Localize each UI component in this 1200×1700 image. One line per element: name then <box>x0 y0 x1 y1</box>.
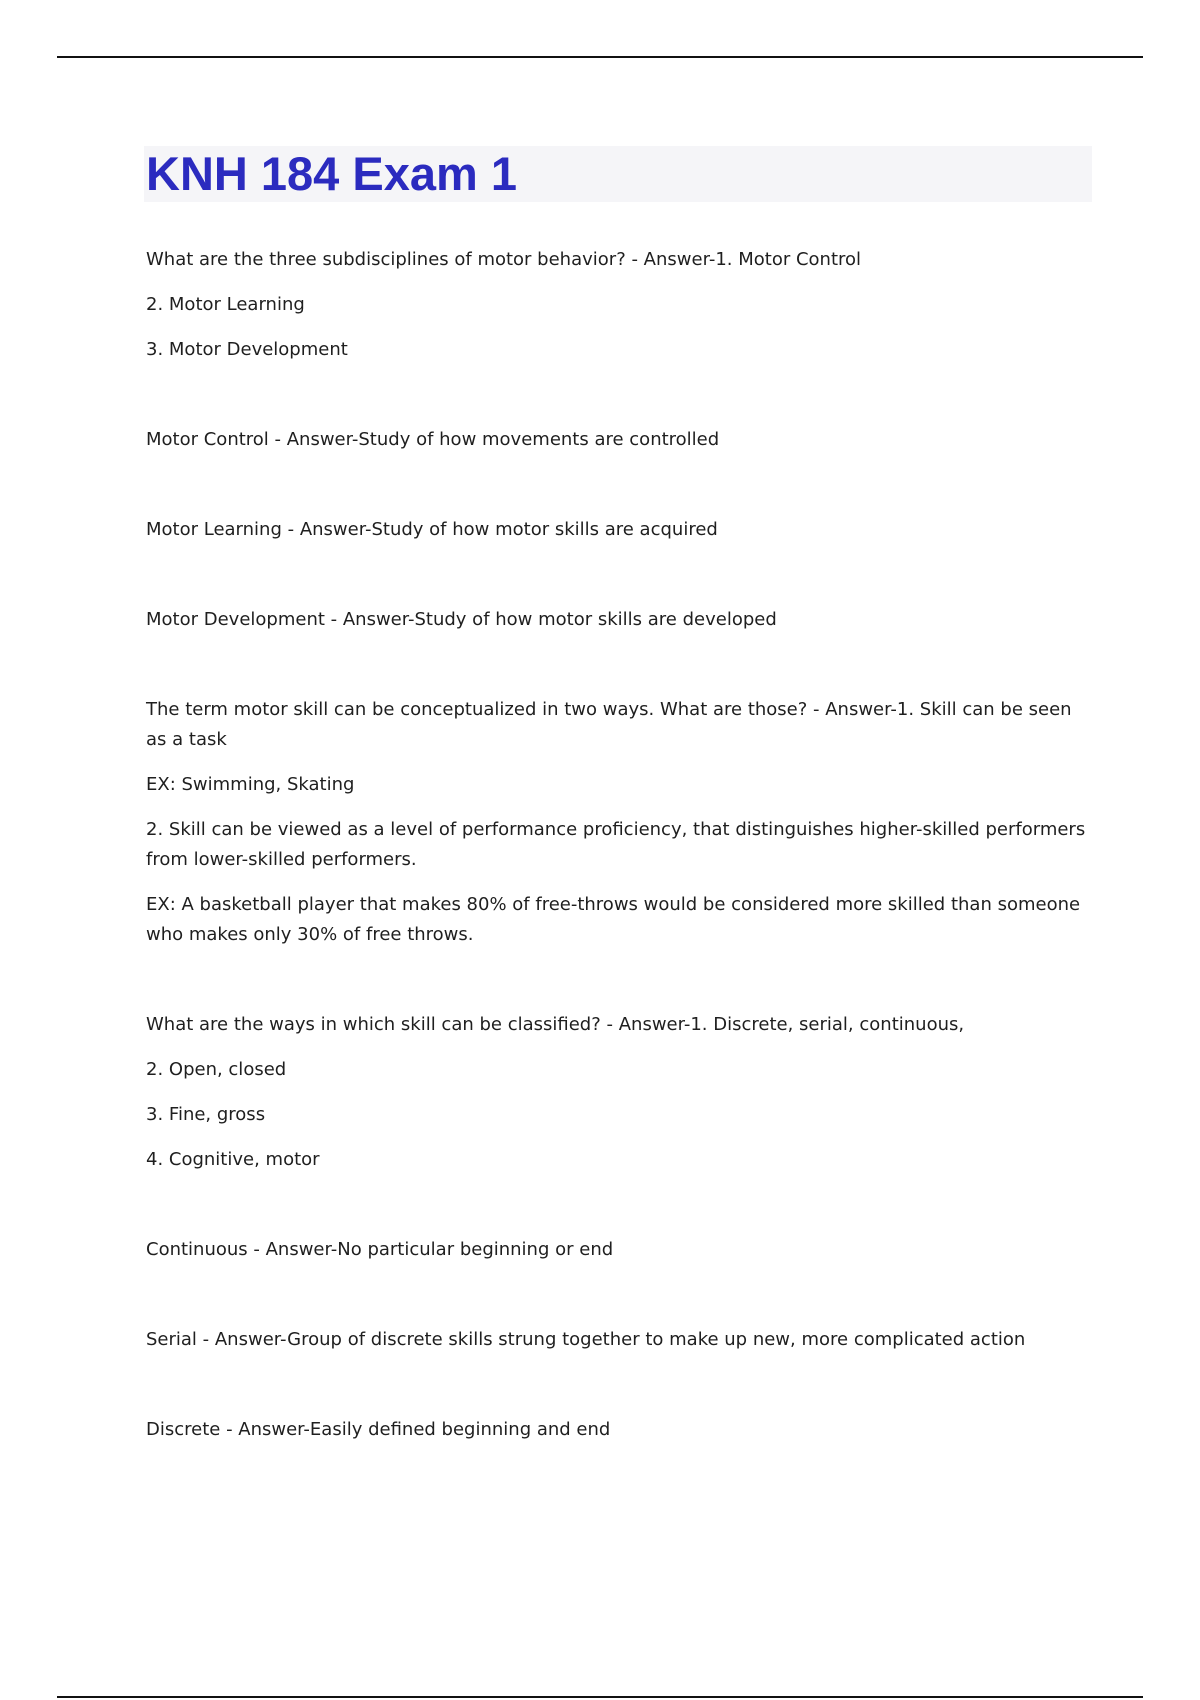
question-subdisciplines: What are the three subdisciplines of motor behavior? - Answer-1. Motor Control <box>146 249 862 270</box>
term-motor-learning: Motor Learning - Answer-Study of how motor skills are acquired <box>146 519 718 540</box>
term-serial: Serial - Answer-Group of discrete skills strung together to make up new, more complicated action <box>146 1329 1026 1350</box>
question-skill-classification: What are the ways in which skill can be classified? - Answer-1. Discrete, serial, continuous, <box>146 1014 965 1035</box>
answer-item: 4. Cognitive, motor <box>146 1149 320 1170</box>
top-rule <box>57 56 1143 58</box>
document-body <box>146 245 1096 1445</box>
term-motor-development: Motor Development - Answer-Study of how motor skills are developed <box>146 609 777 630</box>
term-continuous: Continuous - Answer-No particular beginning or end <box>146 1239 614 1260</box>
answer-item: EX: A basketball player that makes 80% of free-throws would be considered more skilled than someone who makes only 30% of free throws. <box>146 894 1081 945</box>
term-discrete: Discrete - Answer-Easily defined beginning and end <box>146 1419 611 1440</box>
answer-item: 2. Motor Learning <box>146 294 305 315</box>
document-title: KNH 184 Exam 1 <box>146 147 517 200</box>
answer-item: EX: Swimming, Skating <box>146 774 355 795</box>
answer-item: 3. Motor Development <box>146 339 348 360</box>
answer-item: 2. Skill can be viewed as a level of performance proficiency, that distinguishes higher-skilled performers from lower-skilled performers. <box>146 819 1086 870</box>
answer-item: 3. Fine, gross <box>146 1104 266 1125</box>
bottom-rule <box>57 1696 1143 1698</box>
answer-item: 2. Open, closed <box>146 1059 287 1080</box>
term-motor-control: Motor Control - Answer-Study of how movements are controlled <box>146 429 720 450</box>
question-motor-skill: The term motor skill can be conceptualized in two ways. What are those? - Answer-1. Skill can be seen as a task <box>146 699 1072 750</box>
